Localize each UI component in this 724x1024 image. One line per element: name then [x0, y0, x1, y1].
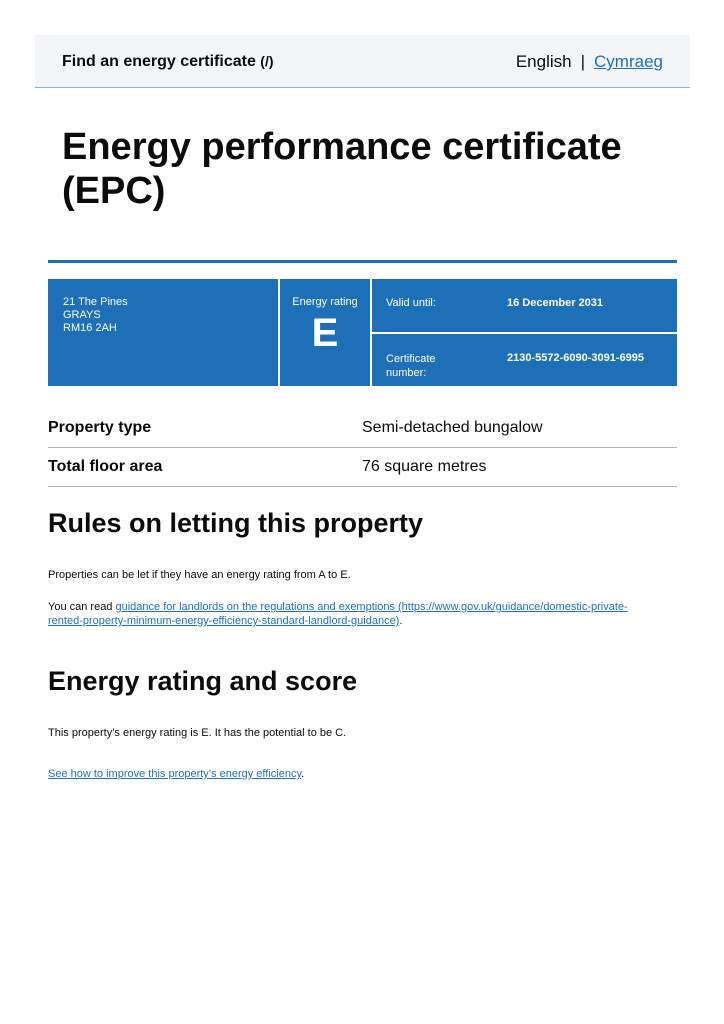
landlord-guidance-link[interactable]: guidance for landlords on the regulations and exemptions (https://www.gov.uk/guidance/domestic-private-rented-property-minimum-energy-efficiency-standard-landlord-guidance) [48, 601, 628, 627]
site-header [35, 35, 690, 88]
valid-until-label: Valid until: [386, 297, 436, 309]
summary-value: 76 square metres [362, 458, 487, 475]
energy-rating-label: Energy rating [292, 296, 358, 308]
summary-row-property-type [48, 409, 677, 448]
summary-value: Semi-detached bungalow [362, 419, 543, 436]
improve-link-suffix: . [301, 768, 305, 780]
language-cymraeg-link[interactable]: Cymraeg [594, 52, 663, 71]
improve-efficiency-paragraph [48, 767, 660, 781]
letting-rules-heading: Rules on letting this property [48, 508, 424, 538]
certificate-number-label: Certificate number: [386, 353, 436, 379]
address-line-2: GRAYS [63, 309, 101, 321]
address-line-1: 21 The Pines [63, 296, 128, 308]
guidance-suffix: . [399, 615, 403, 627]
address-line-3: RM16 2AH [63, 322, 117, 334]
energy-rating-letter: E [311, 311, 339, 355]
service-root-path[interactable]: (/) [260, 53, 274, 69]
certificate-number-value: 2130-5572-6090-3091-6995 [507, 352, 645, 364]
guidance-prefix: You can read [48, 601, 116, 613]
certificate-summary-panel [48, 279, 677, 386]
energy-rating-score-heading: Energy rating and score [48, 666, 358, 696]
valid-until-value: 16 December 2031 [507, 297, 604, 309]
energy-rating-text: This property’s energy rating is E. It has the potential to be C. [48, 727, 347, 739]
title-divider [48, 260, 677, 263]
service-name-link[interactable] [62, 53, 274, 71]
property-address [63, 296, 128, 335]
summary-key: Property type [48, 419, 152, 436]
landlord-guidance-paragraph [48, 600, 660, 628]
summary-row-floor-area [48, 448, 677, 487]
language-switcher [516, 52, 663, 72]
panel-divider [372, 332, 677, 334]
letting-rules-text: Properties can be let if they have an energy rating from A to E. [48, 569, 351, 581]
summary-key: Total floor area [48, 458, 163, 475]
service-name[interactable]: Find an energy certificate [62, 53, 256, 70]
language-current: English [515, 52, 572, 71]
improve-efficiency-link[interactable]: See how to improve this property’s energy efficiency [48, 768, 302, 780]
language-separator: | [580, 52, 586, 71]
page-title: Energy performance certificate (EPC) [62, 126, 622, 212]
